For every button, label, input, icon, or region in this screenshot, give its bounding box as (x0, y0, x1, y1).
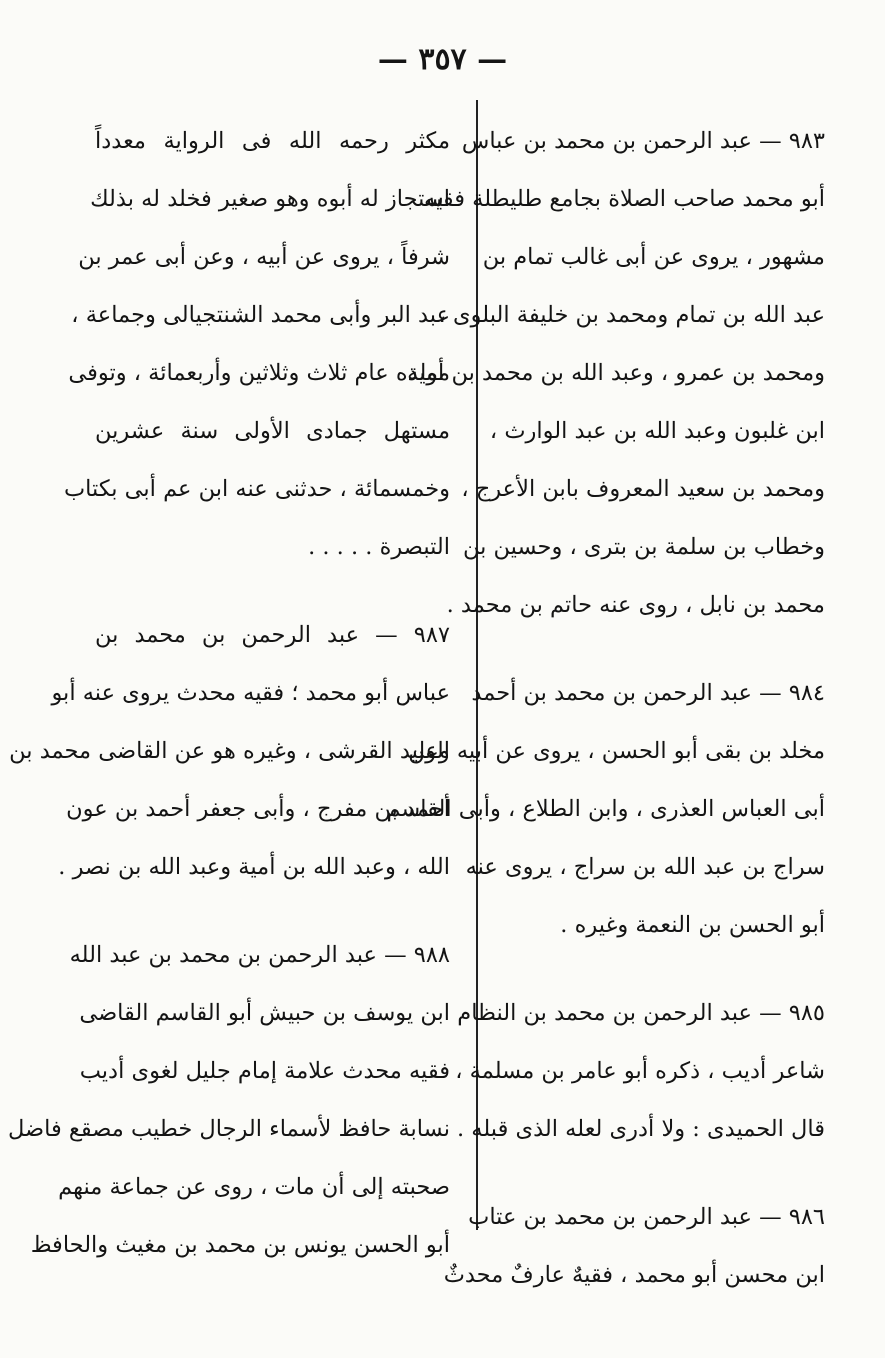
entry-text-line: وخمسمائة ، حدثنى عنه ابن عم أبى بكتاب (64, 476, 450, 502)
entry-text-line: محمد بن نابل ، روى عنه حاتم بن محمد . (446, 592, 825, 618)
entry-gap (500, 954, 825, 984)
entry-text-line: أبى العباس العذرى ، وابن الطلاع ، وأبى القاسم (386, 796, 825, 822)
entry-text-line: ومحمد بن سعيد المعروف بابن الأعرج ، (461, 476, 825, 502)
entry-text-line: صحبته إلى أن مات ، روى عن جماعة منهم (58, 1174, 450, 1200)
entry-text-line: ومحمد بن عمرو ، وعبد الله بن محمد بن أمية (407, 360, 825, 386)
entry-text-line: استجاز له أبوه وهو صغير فخلد له بذلك (90, 186, 450, 212)
entry-text-line: شرفاً ، يروى عن أبيه ، وعن أبى عمر بن (78, 244, 450, 270)
entry-gap (500, 634, 825, 664)
entry-text-line: أبو محمد صاحب الصلاة بجامع طليطلة فقيه (423, 186, 825, 212)
entry-text-line: نسابة حافظ لأسماء الرجال خطيب مصقع فاضل (8, 1116, 450, 1142)
entry-text-line: ابن يوسف بن حبيش أبو القاسم القاضى (79, 1000, 450, 1026)
entry-text-line: الوليد القرشى ، وغيره هو عن القاضى محمد بن (9, 738, 450, 764)
entry-heading-line: مكثر رحمه الله فى الرواية معدداً (95, 128, 450, 154)
entry-text-line: شاعر أديب ، ذكره أبو عامر بن مسلمة ، (455, 1058, 825, 1084)
entry-text-line: أبو الحسن بن النعمة وغيره . (560, 912, 825, 938)
entry-text-line: وخطاب بن سلمة بن بترى ، وحسين بن (463, 534, 825, 560)
entry-text-line: مستهل جمادى الأولى سنة عشرين (95, 418, 450, 444)
entry-text-line: قال الحميدى : ولا أدرى لعله الذى قبله . (456, 1116, 825, 1142)
entry-heading-line: ٩٨٦ — عبد الرحمن بن محمد بن عتاب (468, 1204, 825, 1230)
entry-heading-line: ٩٨٨ — عبد الرحمن بن محمد بن عبد الله (69, 942, 450, 968)
right-column (386, 112, 825, 1304)
entry-text-line: مولده عام ثلاث وثلاثين وأربعمائة ، وتوفى (68, 360, 450, 386)
entry-text-line: ابن محسن أبو محمد ، فقيهٌ عارفٌ محدثٌ (443, 1262, 825, 1288)
entry-heading-line: ٩٨٥ — عبد الرحمن بن محمد بن النظام (457, 1000, 825, 1026)
entry-text-line: عبد الله بن تمام ومحمد بن خليفة البلوى ، (438, 302, 825, 328)
left-column (8, 112, 450, 1274)
entry-text-line: الله ، وعبد الله بن أمية وعبد الله بن نصر . (58, 854, 450, 880)
page-number: — ٣٥٧ — (377, 42, 508, 77)
entry-gap (95, 576, 450, 606)
entry-text-line: عبد البر وأبى محمد الشنتجيالى وجماعة ، (71, 302, 450, 328)
entry-text-line: مشهور ، يروى عن أبى غالب تمام بن (482, 244, 825, 270)
entry-text-line: مخلد بن بقى أبو الحسن ، يروى عن أبيه وعن (408, 738, 825, 764)
entry-gap (500, 1158, 825, 1188)
entry-text-line: أحمد بن مفرج ، وأبى جعفر أحمد بن عون (66, 796, 450, 822)
entry-heading-line: ٩٨٤ — عبد الرحمن بن محمد بن أحمد (471, 680, 825, 706)
entry-heading-line: ٩٨٧ — عبد الرحمن بن محمد بن (95, 622, 450, 648)
entry-text-line: التبصرة . . . . . (308, 534, 450, 560)
entry-gap (95, 896, 450, 926)
entry-text-line: أبو الحسن يونس بن محمد بن مغيث والحافظ (30, 1232, 450, 1258)
entry-text-line: ابن غلبون وعبد الله بن عبد الوارث ، (489, 418, 825, 444)
entry-text-line: عباس أبو محمد ؛ فقيه محدث يروى عنه أبو (51, 680, 450, 706)
entry-heading-line: ٩٨٣ — عبد الرحمن بن محمد بن عباس (461, 128, 825, 154)
entry-text-line: سراج بن عبد الله بن سراج ، يروى عنه (465, 854, 825, 880)
entry-text-line: فقيه محدث علامة إمام جليل لغوى أديب (79, 1058, 450, 1084)
